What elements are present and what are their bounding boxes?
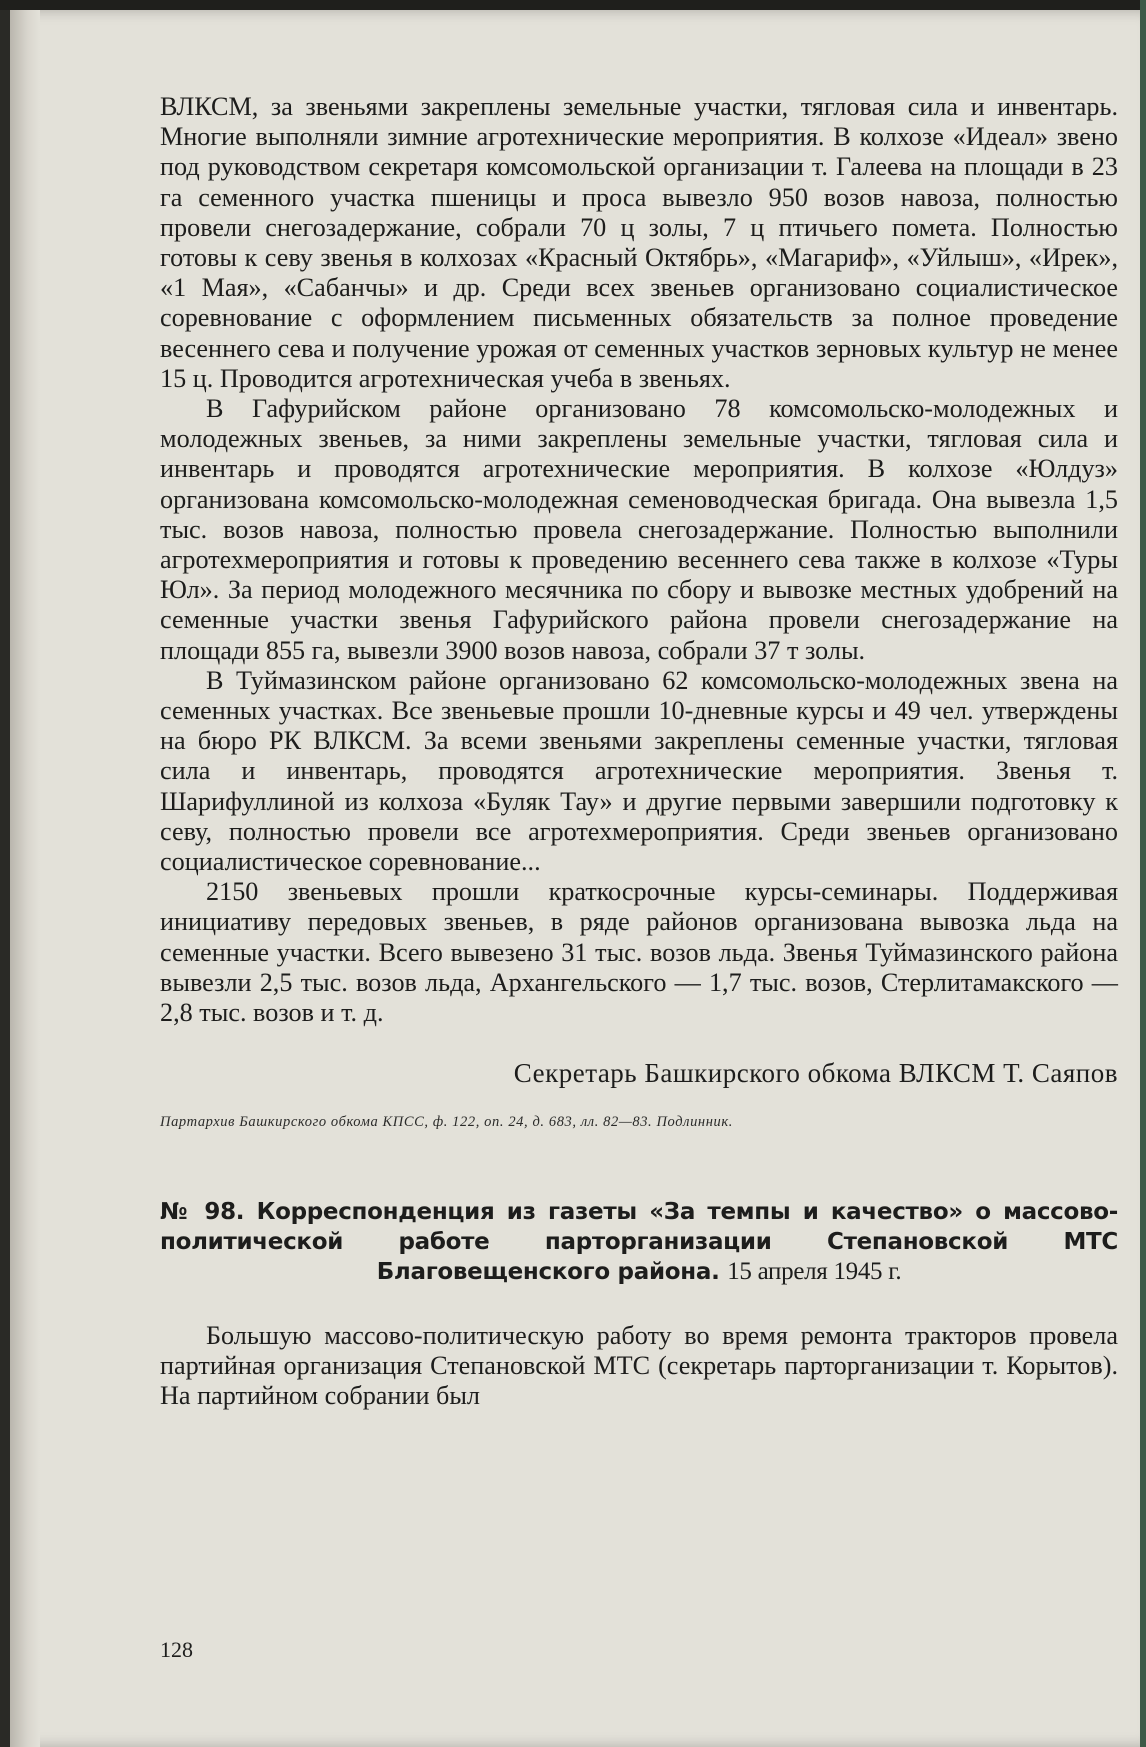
paragraph-3: В Туймазинском районе организовано 62 комсомольско-молодежных звена на семенных участках. Все звеньевые прошли 10-дневные курсы и 49 чел. утверждены на бюро РК ВЛКСМ. За всеми звеньями закреплены семенные участки, тягловая сила и инвентарь, проводятся агротехнические мероприятия. Звенья т. Шарифуллиной из колхоза «Буляк Тау» и другие первыми завершили подготовку к севу, полностью провели все агротехмероприятия. Среди звеньев организовано социалистическое соревнование... xyxy=(160,665,1118,877)
page-gutter xyxy=(10,10,40,1747)
signature-line: Секретарь Башкирского обкома ВЛКСМ Т. Саяпов xyxy=(513,1058,1118,1089)
archive-reference: Партархив Башкирского обкома КПСС, ф. 122, оп. 24, д. 683, лл. 82—83. Подлинник. xyxy=(160,1113,733,1130)
book-cover-edge xyxy=(1140,0,1146,1747)
paragraph-4: 2150 звеньевых прошли краткосрочные курсы-семинары. Поддерживая инициативу передовых звеньев, в ряде районов организована вывозка льда на семенные участки. Всего вывезено 31 тыс. возов льда. Звенья Туймазинского района вывезли 2,5 тыс. возов льда, Архангельского — 1,7 тыс. возов, Стерлитамакского — 2,8 тыс. возов и т. д. xyxy=(160,877,1118,1028)
top-shadow xyxy=(0,0,1146,10)
heading-date: 15 апреля 1945 г. xyxy=(727,1257,902,1285)
page-number: 128 xyxy=(160,1637,193,1662)
paragraph-2: В Гафурийском районе организовано 78 комсомольско-молодежных и молодежных звеньев, за ними закреплены земельные участки, тягловая сила и инвентарь и проводятся агротехнические мероприятия. В колхозе «Юлдуз» организована комсомольско-молодежная семеноводческая бригада. Она вывезла 1,5 тыс. возов навоза, полностью провела снегозадержание. Полностью выполнили агротехмероприятия и готовы к проведению весеннего сева также в колхозе «Туры Юл». За период молодежного месячника по сбору и вывозке местных удобрений на семенные участки звенья Гафурийского района провели снегозадержание на площади 855 га, вывезли 3900 возов навоза, собрали 37 т золы. xyxy=(160,394,1118,665)
document-body xyxy=(160,92,1118,1411)
heading-title: № 98. Корреспонденция из газеты «За темпы и качество» о массово-политической работе парторганизации Степановской МТС Благовещенского района. xyxy=(160,1198,1118,1285)
paragraph-after-heading: Большую массово-политическую работу во время ремонта тракторов провела партийная организация Степановской МТС (секретарь парторганизации т. Корытов). На партийном собрании был xyxy=(160,1320,1118,1411)
paragraph-1: ВЛКСМ, за звеньями закреплены земельные участки, тягловая сила и инвентарь. Многие выполняли зимние агротехнические мероприятия. В колхозе «Идеал» звено под руководством секретаря комсомольской организации т. Галеева на площади в 23 га семенного участка пшеницы и проса вывезло 950 возов навоза, полностью провели снегозадержание, собрали 70 ц золы, 7 ц птичьего помета. Полностью готовы к севу звенья в колхозах «Красный Октябрь», «Магариф», «Уйлыш», «Ирек», «1 Мая», «Сабанчы» и др. Среди всех звеньев организовано социалистическое соревнование с оформлением письменных обязательств за полное проведение весеннего сева и получение урожая от семенных участков зерновых культур не менее 15 ц. Проводится агротехническая учеба в звеньях. xyxy=(160,92,1118,393)
document-heading xyxy=(160,1197,1118,1287)
